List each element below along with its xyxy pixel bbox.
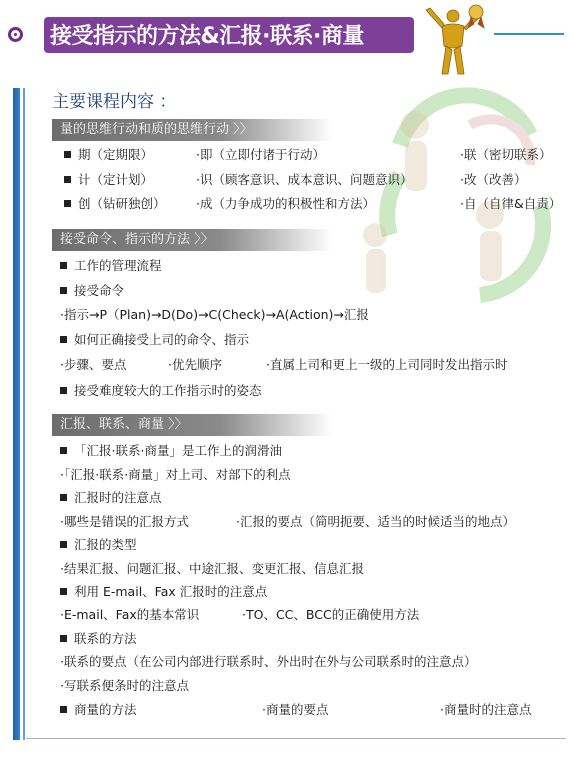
square-bullet-icon <box>60 706 67 713</box>
list-item: ·联系的要点（在公司内部进行联系时、外出时在外与公司联系时的注意点） <box>60 654 477 669</box>
list-item: 计（定计划） <box>64 172 153 188</box>
list-item: ·成（力争成功的积极性和方法） <box>196 196 375 211</box>
list-item: 接受难度较大的工作指示时的姿态 <box>60 383 262 399</box>
list-item: ·自（自律&自责） <box>460 196 562 211</box>
list-item: ·即（立即付诸于行动） <box>196 147 325 162</box>
trophy-figure-icon <box>412 2 494 78</box>
list-item: 汇报的类型 <box>60 537 137 553</box>
square-bullet-icon <box>60 541 67 548</box>
list-item: ·E-mail、Fax的基本常识 <box>60 607 200 622</box>
list-item: ·哪些是错误的汇报方式 <box>60 514 189 529</box>
list-item: 商量的方法 <box>60 702 137 718</box>
square-bullet-icon <box>60 635 67 642</box>
list-item: 联系的方法 <box>60 631 137 647</box>
square-bullet-icon <box>60 588 67 595</box>
square-bullet-icon <box>60 387 67 394</box>
list-item: 创（钻研独创） <box>64 196 166 212</box>
list-item: 「汇报·联系·商量」是工作上的润滑油 <box>60 443 282 459</box>
page-title: 接受指示的方法&汇报·联系·商量 <box>50 24 364 49</box>
left-accent-line <box>23 88 25 740</box>
list-item: ·汇报的要点（简明扼要、适当的时候适当的地点） <box>236 514 515 529</box>
square-bullet-icon <box>64 151 71 158</box>
square-bullet-icon <box>64 200 71 207</box>
section-heading: 量的思维行动和质的思维行动 〉〉 <box>52 119 332 141</box>
list-item: 利用 E-mail、Fax 汇报时的注意点 <box>60 584 267 600</box>
square-bullet-icon <box>60 336 67 343</box>
list-item: ·优先顺序 <box>168 357 222 372</box>
list-item: ·直属上司和更上一级的上司同时发出指示时 <box>266 357 508 372</box>
target-circle-icon <box>8 27 23 42</box>
list-item: ·识（顾客意识、成本意识、问题意识） <box>196 172 413 187</box>
square-bullet-icon <box>60 447 67 454</box>
list-item: ·「汇报·联系·商量」对上司、对部下的利点 <box>60 467 291 482</box>
header <box>0 0 572 80</box>
list-item: ·商量的要点 <box>262 702 329 717</box>
list-item: ·商量时的注意点 <box>440 702 532 717</box>
list-item: ·结果汇报、问题汇报、中途汇报、变更汇报、信息汇报 <box>60 561 364 576</box>
square-bullet-icon <box>60 494 67 501</box>
square-bullet-icon <box>60 287 67 294</box>
header-accent-line <box>494 33 564 35</box>
list-item: ·TO、CC、BCC的正确使用方法 <box>242 607 420 622</box>
list-item: 接受命令 <box>60 283 124 299</box>
left-accent-bar <box>13 88 20 740</box>
list-item: 汇报时的注意点 <box>60 490 162 506</box>
list-item: ·改（改善） <box>460 172 527 187</box>
list-item: 如何正确接受上司的命令、指示 <box>60 332 249 348</box>
list-item: 工作的管理流程 <box>60 258 162 274</box>
section-heading: 汇报、联系、商量 〉〉 <box>52 414 332 436</box>
list-item: ·步骤、要点 <box>60 357 127 372</box>
list-item: 期（定期限） <box>64 147 153 163</box>
subtitle: 主要课程内容 ： <box>52 92 177 112</box>
list-item: ·联（密切联系） <box>460 147 552 162</box>
list-item: ·指示→P（Plan)→D(Do)→C(Check)→A(Action)→汇报 <box>60 307 369 322</box>
square-bullet-icon <box>64 176 71 183</box>
bottom-divider <box>26 738 566 739</box>
list-item: ·写联系便条时的注意点 <box>60 678 189 693</box>
square-bullet-icon <box>60 262 67 269</box>
section-heading: 接受命令、指示的方法 〉〉 <box>52 229 332 251</box>
